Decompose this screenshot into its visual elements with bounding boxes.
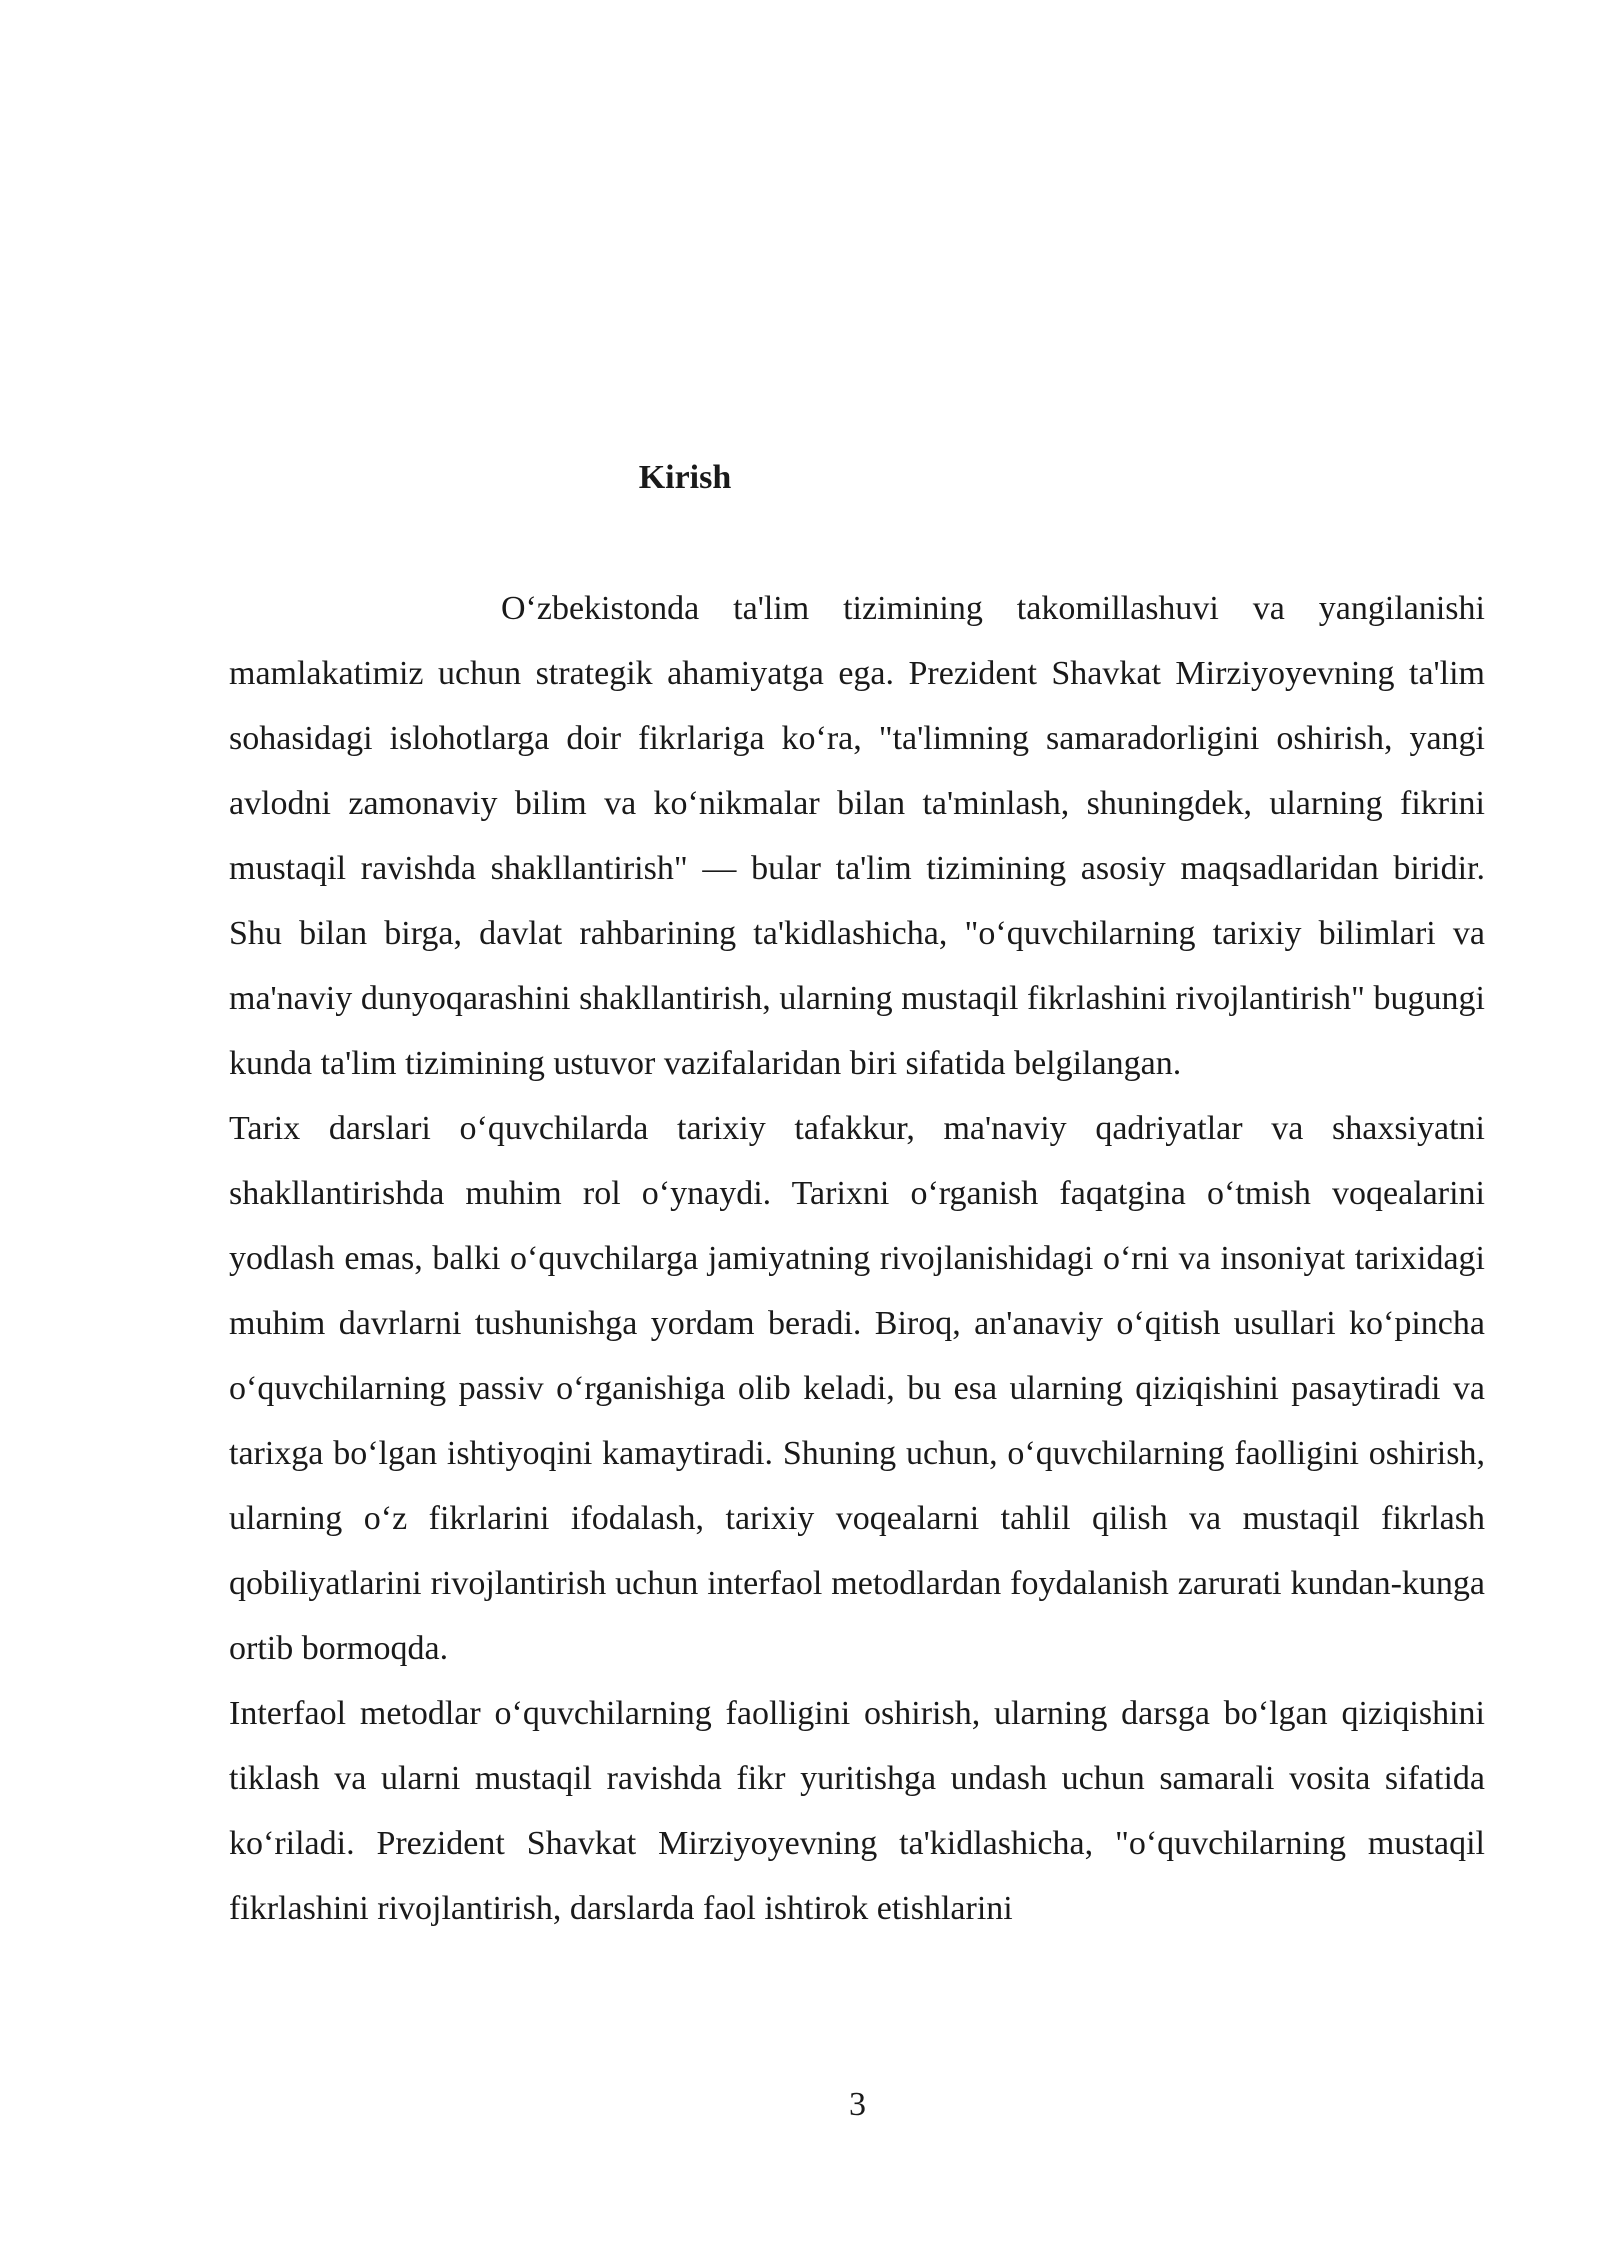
- paragraph-3: Interfaol metodlar o‘quvchilarning faolligini oshirish, ularning darsga bo‘lgan qiziqishini tiklash va ularni mustaqil ravishda fikr yuritishga undash uchun samarali vosita sifatida ko‘riladi. Prezident Shavkat Mirziyoyevning ta'kidlashicha, "o‘quvchilarning mustaqil fikrlashini rivojlantirish, darslarda faol ishtirok etishlarini: [229, 1695, 1485, 1927]
- paragraph-1: O‘zbekistonda ta'lim tizimining takomillashuvi va yangilanishi mamlakatimiz uchun strategik ahamiyatga ega. Prezident Shavkat Mirziyoyevning ta'lim sohasidagi islohotlarga doir fikrlariga ko‘ra, "ta'limning samaradorligini oshirish, yangi avlodni zamonaviy bilim va ko‘nikmalar bilan ta'minlash, shuningdek, ularning fikrini mustaqil ravishda shakllantirish" — bular ta'lim tizimining asosiy maqsadlaridan biridir. Shu bilan birga, davlat rahbarining ta'kidlashicha, "o‘quvchilarning tarixiy bilimlari va ma'naviy dunyoqarashini shakllantirish, ularning mustaqil fikrlashini rivojlantirish" bugungi kunda ta'lim tizimining ustuvor vazifalaridan biri sifatida belgilangan.: [229, 590, 1485, 1082]
- paragraph-2: Tarix darslari o‘quvchilarda tarixiy tafakkur, ma'naviy qadriyatlar va shaxsiyatni shakllantirishda muhim rol o‘ynaydi. Tarixni o‘rganish faqatgina o‘tmish voqealarini yodlash emas, balki o‘quvchilarga jamiyatning rivojlanishidagi o‘rni va insoniyat tarixidagi muhim davrlarni tushunishga yordam beradi. Biroq, an'anaviy o‘qitish usullari ko‘pincha o‘quvchilarning passiv o‘rganishiga olib keladi, bu esa ularning qiziqishini pasaytiradi va tarixga bo‘lgan ishtiyoqini kamaytiradi. Shuning uchun, o‘quvchilarning faolligini oshirish, ularning o‘z fikrlarini ifodalash, tarixiy voqealarni tahlil qilish va mustaqil fikrlash qobiliyatlarini rivojlantirish uchun interfaol metodlardan foydalanish zarurati kundan-kunga ortib bormoqda.: [229, 1110, 1485, 1667]
- body-text: [229, 576, 1485, 1941]
- section-heading: Kirish: [638, 459, 732, 496]
- page-number: 3: [849, 2086, 866, 2123]
